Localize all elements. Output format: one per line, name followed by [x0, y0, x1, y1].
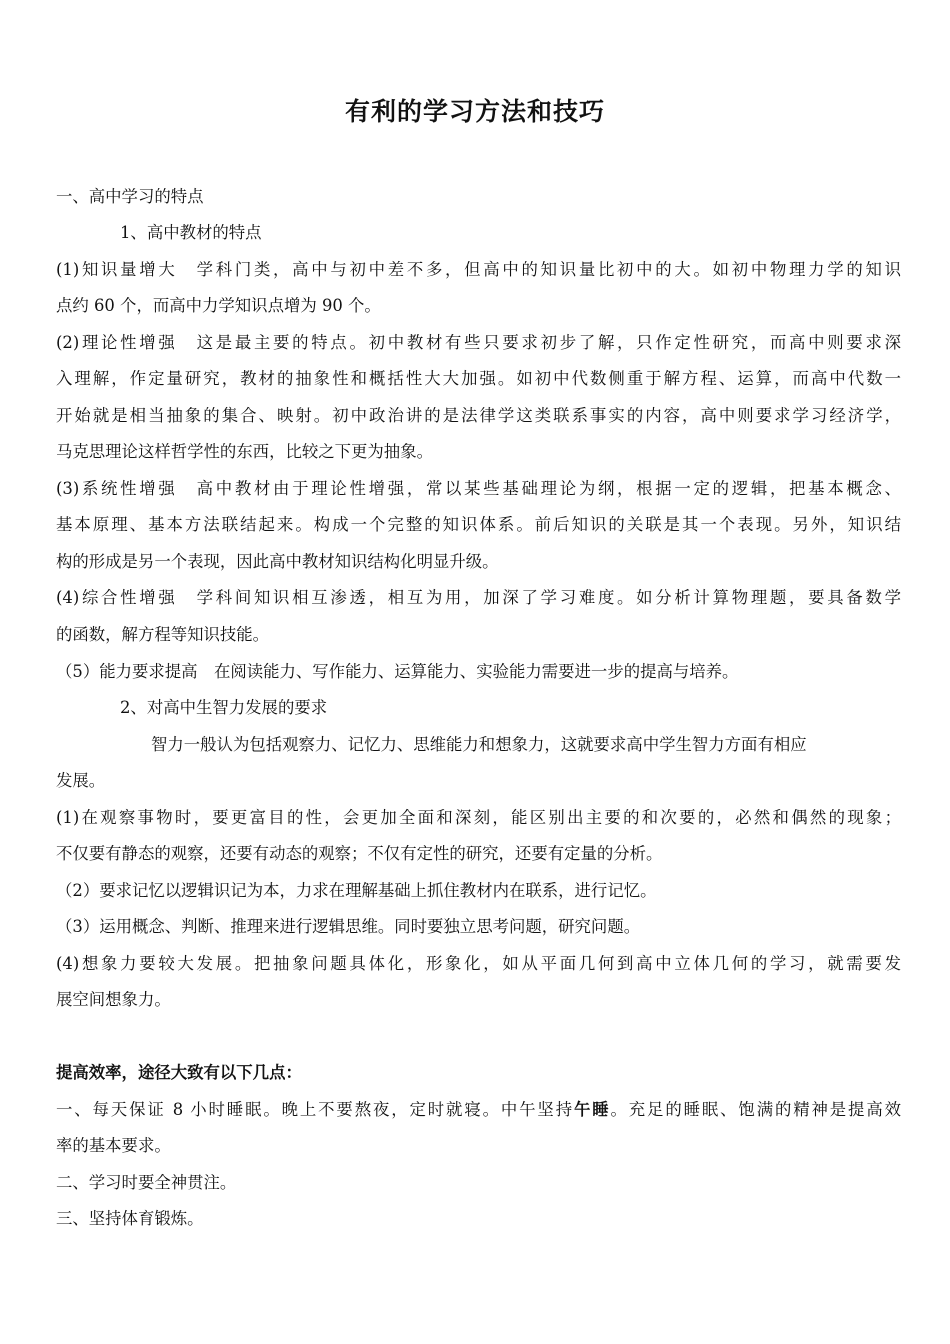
- paragraph-8-line-1: （2）要求记忆以逻辑识记为本，力求在理解基础上抓住教材内在联系，进行记忆。: [56, 881, 657, 900]
- section-heading-1: 一、高中学习的特点: [56, 187, 204, 206]
- efficiency-item-1-line-1: [56, 1099, 901, 1121]
- paragraph-4-line-1: (4)综合性增强 学科间知识相互渗透，相互为用，加深了学习难度。如分析计算物理题，要具备数学: [56, 588, 901, 607]
- efficiency-item-2: 二、学习时要全神贯注。: [56, 1173, 237, 1192]
- paragraph-7-line-2: 不仅要有静态的观察，还要有动态的观察；不仅有定性的研究，还要有定量的分析。: [56, 844, 663, 863]
- paragraph-7-line-1: (1)在观察事物时，要更富目的性，会更加全面和深刻，能区别出主要的和次要的，必然和偶然的现象；: [56, 808, 901, 827]
- paragraph-9-line-1: （3）运用概念、判断、推理来进行逻辑思维。同时要独立思考问题，研究问题。: [56, 917, 641, 936]
- paragraph-5-line-1: （5）能力要求提高 在阅读能力、写作能力、运算能力、实验能力需要进一步的提高与培养。: [56, 662, 739, 681]
- efficiency-item-1-line-2: 率的基本要求。: [56, 1136, 171, 1155]
- paragraph-2-line-1: (2)理论性增强 这是最主要的特点。初中教材有些只要求初步了解，只作定性研究，而高中则要求深: [56, 333, 901, 352]
- paragraph-6-line-1: 智力一般认为包括观察力、记忆力、思维能力和想象力，这就要求高中学生智力方面有相应: [151, 735, 807, 754]
- page-title: 有利的学习方法和技巧: [344, 97, 605, 126]
- paragraph-3-line-2: 基本原理、基本方法联结起来。构成一个完整的知识体系。前后知识的关联是其一个表现。另外，知识结: [56, 515, 901, 534]
- paragraph-2-line-3: 开始就是相当抽象的集合、映射。初中政治讲的是法律学这类联系事实的内容，高中则要求学习经济学，: [56, 406, 901, 425]
- paragraph-3-line-1: (3)系统性增强 高中教材由于理论性增强，常以某些基础理论为纲，根据一定的逻辑，把基本概念、: [56, 479, 901, 498]
- efficiency-item-3: 三、坚持体育锻炼。: [56, 1209, 204, 1228]
- paragraph-2-line-4: 马克思理论这样哲学性的东西，比较之下更为抽象。: [56, 442, 433, 461]
- efficiency-heading: 提高效率，途径大致有以下几点：: [56, 1063, 302, 1082]
- paragraph-2-line-2: 入理解，作定量研究，教材的抽象性和概括性大大加强。如初中代数侧重于解方程、运算，而高中代数一: [56, 369, 901, 388]
- subsection-heading-1: 1、高中教材的特点: [120, 223, 262, 242]
- paragraph-1-line-1: (1)知识量增大 学科门类，高中与初中差不多，但高中的知识量比初中的大。如初中物理力学的知识: [56, 260, 901, 279]
- paragraph-4-line-2: 的函数，解方程等知识技能。: [56, 625, 270, 644]
- paragraph-10-line-1: (4)想象力要较大发展。把抽象问题具体化，形象化，如从平面几何到高中立体几何的学习，就需要发: [56, 954, 901, 973]
- efficiency-item-1-text-a: 一、每天保证 8 小时睡眠。晚上不要熬夜，定时就寝。中午坚持: [56, 1100, 574, 1119]
- paragraph-10-line-2: 展空间想象力。: [56, 990, 171, 1009]
- paragraph-6-line-2: 发展。: [56, 771, 106, 790]
- paragraph-3-line-3: 构的形成是另一个表现，因此高中教材知识结构化明显升级。: [56, 552, 499, 571]
- subsection-heading-2: 2、对高中生智力发展的要求: [120, 698, 328, 717]
- paragraph-1-line-2: 点约 60 个，而高中力学知识点增为 90 个。: [56, 296, 381, 315]
- efficiency-item-1-text-b: 。充足的睡眠、饱满的精神是提高效: [610, 1100, 901, 1119]
- nap-keyword: 午睡: [573, 1100, 611, 1119]
